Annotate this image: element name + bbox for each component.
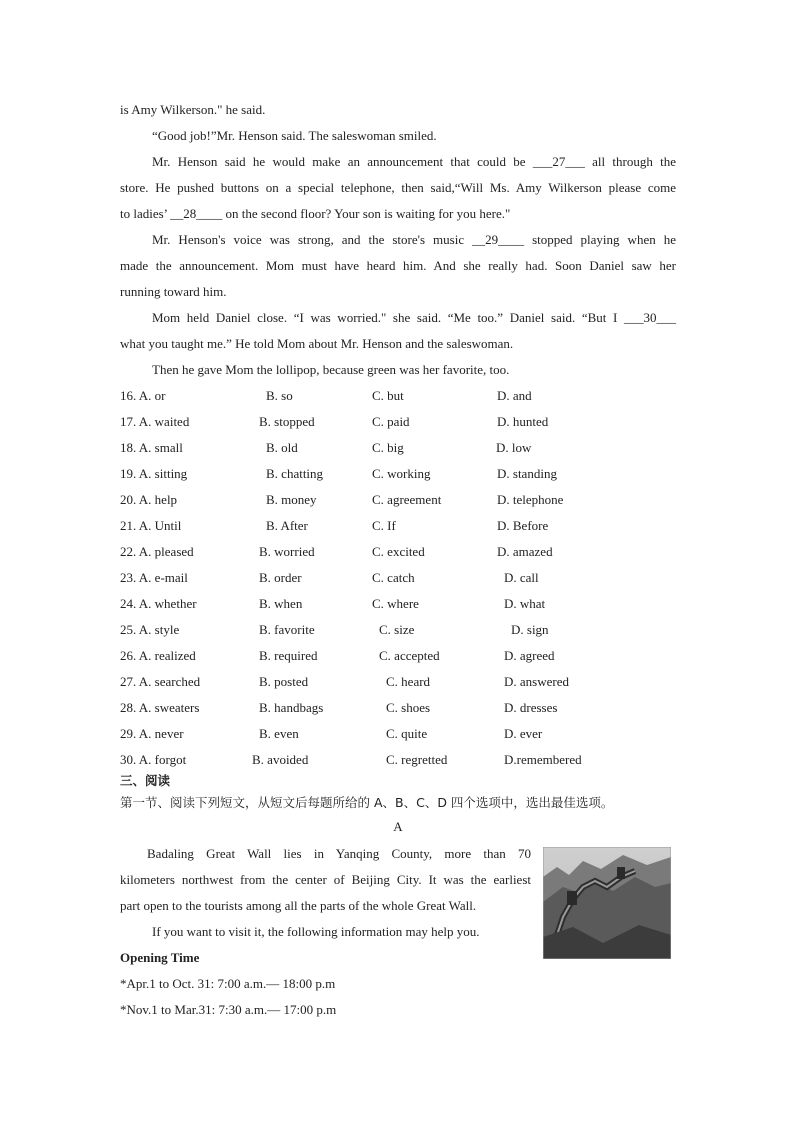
option-b: B. chatting: [266, 466, 324, 481]
section-instruction: 第一节、阅读下列短文，从短文后每题所给的 A、B、C、D 四个选项中，选出最佳选项。: [120, 795, 614, 810]
option-a: 23. A. e-mail: [120, 570, 188, 585]
passage-line-7: made the announcement. Mom must have heard him. And she really had. Soon Daniel saw her: [120, 258, 676, 273]
option-c: C. heard: [386, 674, 431, 689]
option-d: D. answered: [504, 674, 569, 689]
reading-line-2: kilometers northwest from the center of Beijing City. It was the earliest: [120, 872, 531, 887]
option-b: B. stopped: [259, 414, 315, 429]
option-c: C. quite: [386, 726, 428, 741]
option-a: 19. A. sitting: [120, 466, 188, 481]
option-d: D. sign: [511, 622, 549, 637]
option-c: C. working: [372, 466, 431, 481]
option-c: C. big: [372, 440, 404, 455]
option-c: C. paid: [372, 414, 410, 429]
option-a: 17. A. waited: [120, 414, 190, 429]
option-c: C. agreement: [372, 492, 442, 507]
reading-line-3: part open to the tourists among all the parts of the whole Great Wall.: [120, 898, 477, 913]
option-b: B. even: [259, 726, 299, 741]
option-a: 30. A. forgot: [120, 752, 187, 767]
option-c: C. size: [379, 622, 415, 637]
option-d: D. agreed: [504, 648, 555, 663]
opening-time-title: Opening Time: [120, 950, 200, 965]
passage-line-6: Mr. Henson's voice was strong, and the store's music __29____ stopped playing when he: [152, 232, 676, 247]
question-row: [120, 461, 640, 487]
option-a: 22. A. pleased: [120, 544, 194, 559]
option-b: B. After: [266, 518, 308, 533]
option-a: 18. A. small: [120, 440, 183, 455]
option-d: D. Before: [497, 518, 549, 533]
great-wall-photo: [543, 847, 671, 959]
option-c: C. If: [372, 518, 396, 533]
option-a: 21. A. Until: [120, 518, 182, 533]
option-c: C. excited: [372, 544, 425, 559]
option-a: 24. A. whether: [120, 596, 197, 611]
question-row: [120, 669, 640, 695]
option-b: B. when: [259, 596, 303, 611]
question-row: [120, 539, 640, 565]
option-d: D. telephone: [497, 492, 564, 507]
option-c: C. shoes: [386, 700, 431, 715]
reading-line-1: Badaling Great Wall lies in Yanqing County, more than 70: [147, 846, 531, 861]
option-c: C. catch: [372, 570, 415, 585]
great-wall-image: [543, 847, 671, 959]
option-b: B. money: [266, 492, 317, 507]
passage-line-10: what you taught me.” He told Mom about Mr. Henson and the saleswoman.: [120, 336, 514, 351]
passage-letter: A: [393, 819, 403, 834]
option-b: B. favorite: [259, 622, 315, 637]
question-row: [120, 513, 640, 539]
passage-line-4: store. He pushed buttons on a special telephone, then said,“Will Ms. Amy Wilkerson please come: [120, 180, 676, 195]
question-row: [120, 695, 640, 721]
question-row: [120, 409, 640, 435]
passage-line-3: Mr. Henson said he would make an announcement that could be ___27___ all through the: [152, 154, 676, 169]
option-b: B. so: [266, 388, 293, 403]
option-d: D. what: [504, 596, 546, 611]
passage-line-9: Mom held Daniel close. “I was worried." she said. “Me too.” Daniel said. “But I ___30___: [152, 310, 676, 325]
question-row: [120, 383, 640, 409]
question-row: [120, 643, 640, 669]
passage-line-5: to ladies’ __28____ on the second floor? Your son is waiting for you here.": [120, 206, 511, 221]
option-c: C. accepted: [379, 648, 440, 663]
section-heading: 三、阅读: [120, 773, 171, 788]
option-c: C. regretted: [386, 752, 448, 767]
option-b: B. handbags: [259, 700, 324, 715]
question-row: [120, 435, 640, 461]
option-a: 20. A. help: [120, 492, 178, 507]
option-d: D. ever: [504, 726, 543, 741]
option-a: 16. A. or: [120, 388, 166, 403]
option-b: B. avoided: [252, 752, 309, 767]
option-d: D. call: [504, 570, 539, 585]
option-d: D. standing: [497, 466, 557, 481]
option-c: C. where: [372, 596, 419, 611]
passage-line-2: “Good job!”Mr. Henson said. The saleswoman smiled.: [152, 128, 437, 143]
option-b: B. order: [259, 570, 302, 585]
option-a: 29. A. never: [120, 726, 184, 741]
option-a: 27. A. searched: [120, 674, 201, 689]
option-a: 28. A. sweaters: [120, 700, 200, 715]
opening-time-winter: *Nov.1 to Mar.31: 7:30 a.m.— 17:00 p.m: [120, 1002, 337, 1017]
question-row: [120, 721, 640, 747]
question-row: [120, 565, 640, 591]
option-b: B. posted: [259, 674, 309, 689]
option-d: D. dresses: [504, 700, 558, 715]
passage-line-1: is Amy Wilkerson." he said.: [120, 102, 266, 117]
option-b: B. worried: [259, 544, 315, 559]
option-d: D. low: [496, 440, 532, 455]
option-b: B. old: [266, 440, 298, 455]
question-row: [120, 487, 640, 513]
option-c: C. but: [372, 388, 404, 403]
option-d: D. and: [497, 388, 532, 403]
option-a: 26. A. realized: [120, 648, 196, 663]
option-d: D.remembered: [504, 752, 582, 767]
opening-time-summer: *Apr.1 to Oct. 31: 7:00 a.m.— 18:00 p.m: [120, 976, 336, 991]
option-a: 25. A. style: [120, 622, 180, 637]
option-d: D. hunted: [497, 414, 549, 429]
reading-line-4: If you want to visit it, the following information may help you.: [152, 924, 480, 939]
option-d: D. amazed: [497, 544, 553, 559]
passage-line-11: Then he gave Mom the lollipop, because green was her favorite, too.: [152, 362, 510, 377]
passage-line-8: running toward him.: [120, 284, 227, 299]
question-row: [120, 617, 640, 643]
option-b: B. required: [259, 648, 318, 663]
question-row: [120, 591, 640, 617]
